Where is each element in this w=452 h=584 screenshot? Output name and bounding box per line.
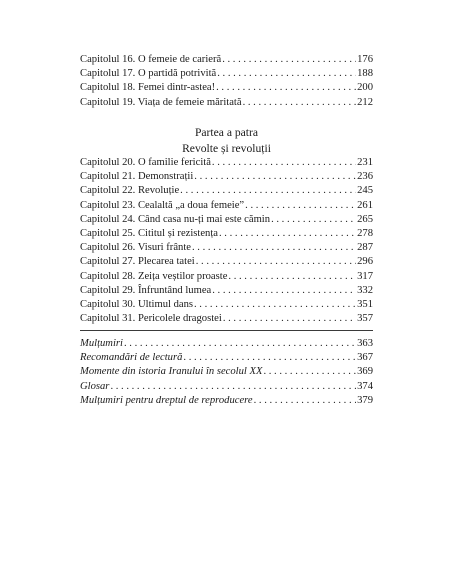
entry-page: 374 (357, 380, 373, 392)
leader-dots (124, 337, 356, 351)
leader-dots (223, 312, 356, 326)
leader-dots (219, 227, 356, 241)
leader-dots (271, 213, 356, 227)
toc-entry (80, 394, 373, 408)
entry-title: Capitolul 19. Viața de femeie măritată (80, 96, 242, 108)
entry-title: Capitolul 25. Cititul și rezistența (80, 227, 218, 239)
toc-entry (80, 213, 373, 227)
entry-page: 261 (357, 199, 373, 211)
leader-dots (194, 170, 356, 184)
toc-entry (80, 298, 373, 312)
leader-dots (254, 394, 357, 408)
toc-entry (80, 53, 373, 67)
entry-page: 212 (357, 96, 373, 108)
leader-dots (180, 184, 356, 198)
entry-page: 188 (357, 68, 373, 80)
toc-entry (80, 337, 373, 351)
toc-entry (80, 156, 373, 170)
toc-entry (80, 170, 373, 184)
toc-entry (80, 270, 373, 284)
entry-title: Mulțumiri (80, 338, 123, 349)
entry-page: 236 (357, 171, 373, 183)
leader-dots (222, 53, 356, 67)
toc-entry (80, 312, 373, 326)
toc-entry (80, 227, 373, 241)
entry-page: 351 (357, 298, 373, 310)
leader-dots (217, 67, 356, 81)
leader-dots (212, 284, 356, 298)
entry-page: 369 (357, 366, 373, 378)
toc-section-part4 (80, 156, 373, 326)
toc-entry (80, 199, 373, 213)
entry-title: Capitolul 20. O familie fericită (80, 157, 211, 168)
leader-dots (243, 96, 357, 110)
entry-title: Capitolul 31. Pericolele dragostei (80, 313, 222, 325)
entry-title: Mulțumiri pentru dreptul de reproducere (80, 394, 253, 406)
entry-page: 357 (357, 313, 373, 325)
toc-entry (80, 351, 373, 365)
entry-page: 278 (357, 227, 373, 239)
toc-entry (80, 184, 373, 198)
entry-title: Capitolul 28. Zeița veștilor proaste (80, 270, 228, 282)
entry-title: Capitolul 16. O femeie de carieră (80, 54, 222, 65)
entry-page: 245 (357, 185, 373, 197)
toc-entry (80, 96, 373, 110)
toc-entry (80, 365, 373, 379)
leader-dots (196, 255, 356, 269)
toc-entry (80, 255, 373, 269)
entry-title: Recomandări de lectură (80, 352, 183, 364)
entry-page: 287 (357, 242, 373, 254)
entry-page: 367 (357, 352, 373, 364)
entry-title: Capitolul 22. Revoluție (80, 185, 180, 197)
entry-title: Capitolul 27. Plecarea tatei (80, 256, 195, 268)
section-divider (80, 330, 373, 331)
toc-entry (80, 284, 373, 298)
toc-back-matter (80, 337, 373, 408)
entry-page: 265 (357, 213, 373, 225)
entry-title: Capitolul 18. Femei dintr-astea! (80, 82, 216, 94)
toc-section-part3-end (80, 53, 373, 110)
entry-title: Capitolul 17. O partidă potrivită (80, 68, 217, 80)
leader-dots (183, 351, 356, 365)
toc-entry (80, 241, 373, 255)
entry-page: 176 (357, 54, 373, 65)
entry-title: Glosar (80, 380, 110, 392)
toc-entry (80, 380, 373, 394)
entry-title: Capitolul 24. Când casa nu-ți mai este cămin (80, 213, 271, 225)
leader-dots (212, 156, 356, 170)
toc-entry (80, 67, 373, 81)
part-heading (80, 125, 373, 157)
entry-title: Capitolul 26. Visuri frânte (80, 242, 191, 254)
leader-dots (194, 298, 356, 312)
leader-dots (192, 241, 356, 255)
leader-dots (110, 380, 356, 394)
toc-entry (80, 81, 373, 95)
entry-page: 363 (357, 338, 373, 349)
entry-page: 317 (357, 270, 373, 282)
entry-page: 379 (357, 394, 373, 406)
entry-title: Capitolul 23. Cealaltă „a doua femeie” (80, 199, 245, 211)
entry-title: Capitolul 21. Demonstrații (80, 171, 194, 183)
entry-page: 231 (357, 157, 373, 168)
entry-title: Momente din istoria Iranului în secolul XX (80, 366, 263, 378)
entry-page: 296 (357, 256, 373, 268)
entry-title: Capitolul 29. Înfruntând lumea (80, 284, 212, 296)
entry-page: 332 (357, 284, 373, 296)
entry-title: Capitolul 30. Ultimul dans (80, 298, 193, 310)
leader-dots (228, 270, 356, 284)
leader-dots (245, 199, 356, 213)
leader-dots (216, 81, 356, 95)
part-title: Revolte și revoluții (182, 142, 271, 155)
part-number: Partea a patra (194, 126, 259, 139)
leader-dots (263, 365, 356, 379)
entry-page: 200 (357, 82, 373, 94)
